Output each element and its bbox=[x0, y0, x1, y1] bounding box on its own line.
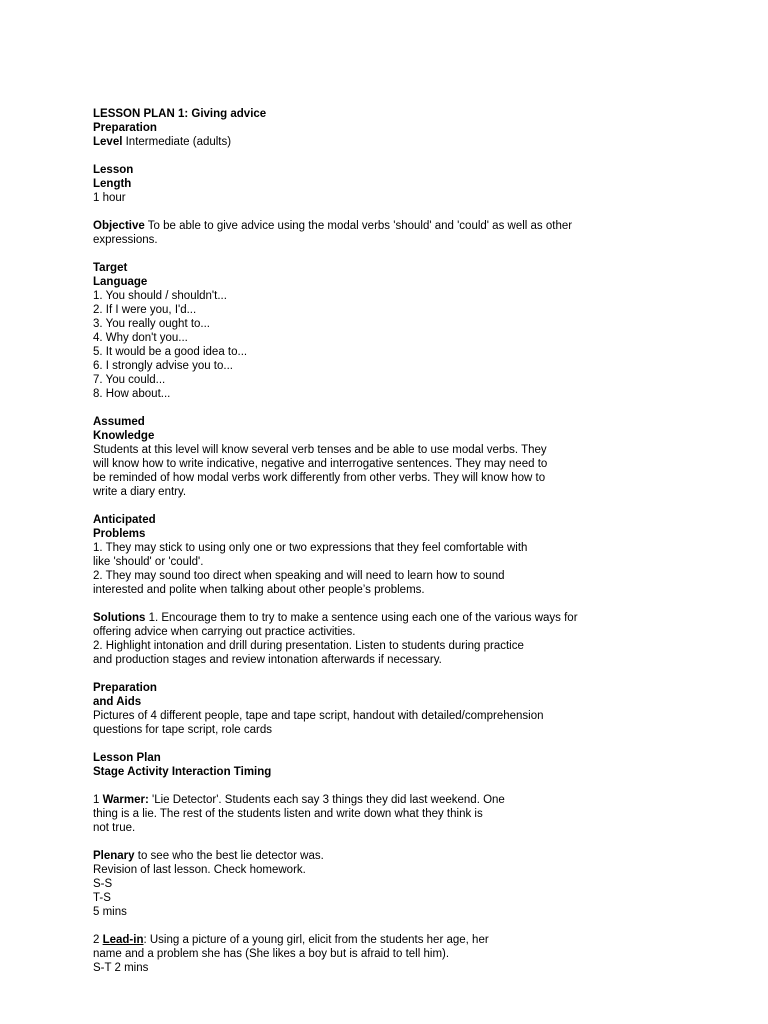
target-language-label: Target bbox=[93, 262, 128, 274]
lesson-plan-heading: Lesson Plan bbox=[93, 752, 161, 764]
paragraph-line: offering advice when carrying out practice activities. bbox=[93, 626, 356, 638]
plenary-line bbox=[93, 849, 633, 863]
anticipated-problems-label-2: Problems bbox=[93, 528, 146, 540]
paragraph-line: questions for tape script, role cards bbox=[93, 724, 272, 736]
paragraph-line: and production stages and review intonation afterwards if necessary. bbox=[93, 654, 442, 666]
target-language-label-2: Language bbox=[93, 276, 148, 288]
paragraph-line: Pictures of 4 different people, tape and tape script, handout with detailed/comprehension bbox=[93, 710, 544, 722]
paragraph-line: thing is a lie. The rest of the students listen and write down what they think is bbox=[93, 808, 483, 820]
list-item: 3. You really ought to... bbox=[93, 318, 211, 330]
paragraph-line: name and a problem she has (She likes a boy but is afraid to tell him). bbox=[93, 948, 450, 960]
solutions-label: Solutions bbox=[93, 612, 146, 624]
preparation-heading: Preparation bbox=[93, 122, 157, 134]
lesson-length-label-2: Length bbox=[93, 178, 132, 190]
lead-in-label: Lead-in bbox=[102, 934, 144, 946]
lead-in-text: : Using a picture of a young girl, elicit from the students her age, her bbox=[143, 934, 489, 946]
level-label: Level bbox=[93, 136, 123, 148]
objective-line bbox=[93, 219, 633, 233]
paragraph-line: 2. They may sound too direct when speaking and will need to learn how to sound bbox=[93, 570, 505, 582]
warmer-line bbox=[93, 793, 633, 807]
lesson-plan-text bbox=[93, 107, 633, 975]
timing-line: 5 mins bbox=[93, 906, 127, 918]
lesson-length-label: Lesson bbox=[93, 164, 134, 176]
paragraph-line: like 'should' or 'could'. bbox=[93, 556, 204, 568]
paragraph-line: interested and polite when talking about other people’s problems. bbox=[93, 584, 425, 596]
paragraph-line: Students at this level will know several verb tenses and be able to use modal verbs. They bbox=[93, 444, 547, 456]
list-item: 1. You should / shouldn't... bbox=[93, 290, 227, 302]
paragraph-line: write a diary entry. bbox=[93, 486, 187, 498]
level-value: Intermediate (adults) bbox=[122, 136, 232, 148]
plenary-label: Plenary bbox=[93, 850, 135, 862]
lead-in-line bbox=[93, 933, 633, 947]
stage-number: 2 bbox=[93, 934, 103, 946]
paragraph-line: 2. Highlight intonation and drill during presentation. Listen to students during practice bbox=[93, 640, 524, 652]
list-item: 8. How about... bbox=[93, 388, 171, 400]
stage-number: 1 bbox=[93, 794, 103, 806]
list-item: 5. It would be a good idea to... bbox=[93, 346, 248, 358]
anticipated-problems-label: Anticipated bbox=[93, 514, 156, 526]
timing-line: S-T 2 mins bbox=[93, 962, 149, 974]
solutions-text: 1. Encourage them to try to make a sentence using each one of the various ways for bbox=[145, 612, 578, 624]
objective-text-2: expressions. bbox=[93, 234, 158, 246]
objective-text: To be able to give advice using the modal verbs 'should' and 'could' as well as other bbox=[144, 220, 573, 232]
stage-table-header: Stage Activity Interaction Timing bbox=[93, 766, 272, 778]
warmer-text: 'Lie Detector'. Students each say 3 things they did last weekend. One bbox=[148, 794, 505, 806]
assumed-knowledge-label: Assumed bbox=[93, 416, 145, 428]
interaction-line: S-S bbox=[93, 878, 113, 890]
paragraph-line: not true. bbox=[93, 822, 136, 834]
level-line bbox=[93, 135, 633, 149]
paragraph-line: will know how to write indicative, negative and interrogative sentences. They may need to bbox=[93, 458, 548, 470]
paragraph-line: 1. They may stick to using only one or two expressions that they feel comfortable with bbox=[93, 542, 528, 554]
paragraph-line: Revision of last lesson. Check homework. bbox=[93, 864, 306, 876]
plenary-text: to see who the best lie detector was. bbox=[134, 850, 324, 862]
assumed-knowledge-label-2: Knowledge bbox=[93, 430, 155, 442]
solutions-line bbox=[93, 611, 633, 625]
warmer-label: Warmer: bbox=[102, 794, 149, 806]
list-item: 6. I strongly advise you to... bbox=[93, 360, 233, 372]
list-item: 7. You could... bbox=[93, 374, 166, 386]
list-item: 4. Why don't you... bbox=[93, 332, 188, 344]
preparation-aids-label-2: and Aids bbox=[93, 696, 142, 708]
preparation-aids-label: Preparation bbox=[93, 682, 157, 694]
paragraph-line: be reminded of how modal verbs work differently from other verbs. They will know how to bbox=[93, 472, 546, 484]
interaction-line: T-S bbox=[93, 892, 111, 904]
objective-label: Objective bbox=[93, 220, 145, 232]
lesson-length-value: 1 hour bbox=[93, 192, 126, 204]
list-item: 2. If I were you, I'd... bbox=[93, 304, 197, 316]
lesson-title: LESSON PLAN 1: Giving advice bbox=[93, 108, 267, 120]
